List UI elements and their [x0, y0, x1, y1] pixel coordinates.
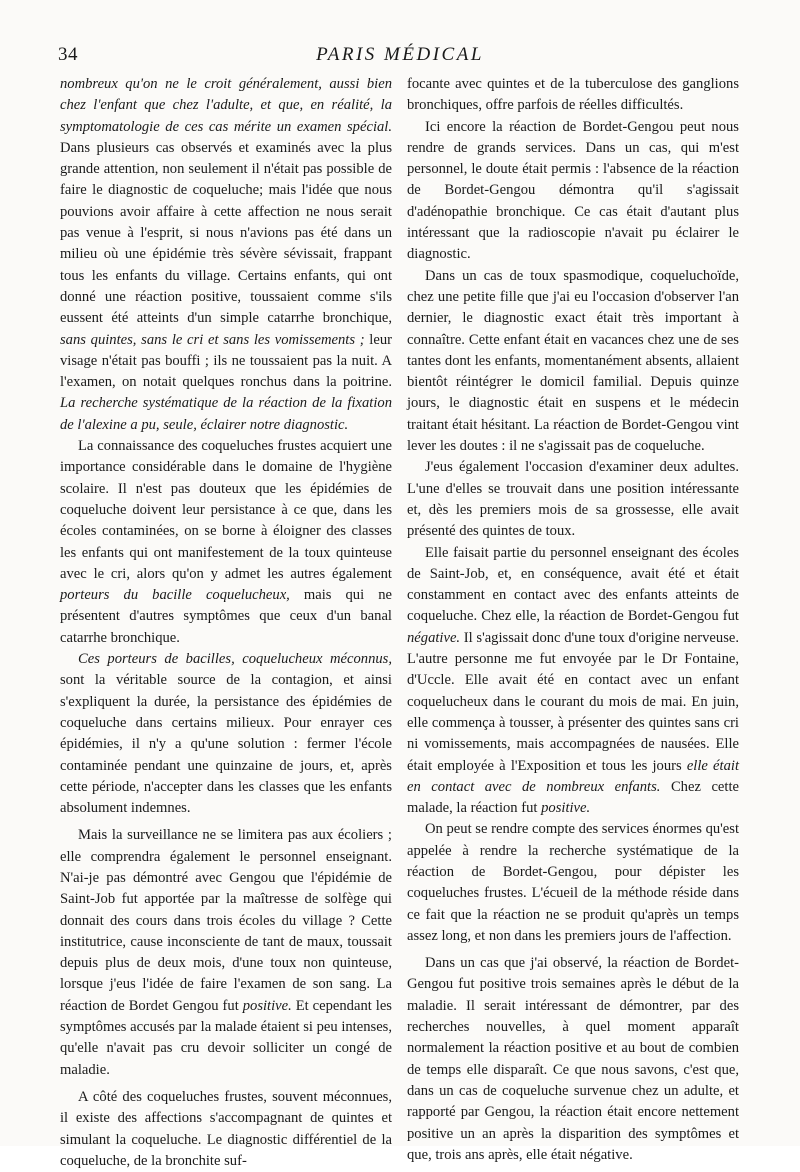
body-text: Et cependant les symptômes accusés par la malade étaient si peu intenses, qu'elle n'avait pas cru devoir solliciter un congé de maladie.: [60, 997, 392, 1078]
paragraph: [407, 953, 739, 1166]
body-text: Mais la surveillance ne se limitera pas aux écoliers ; elle comprendra également le personnel enseignant. N'ai-je pas démontré avec Gengou que l'épidémie de Saint-Job fut apportée par la maîtresse de solfège qui donnait des cours dans trois écoles du village ? Cette institutrice, cause inconsciente de tant de maux, toussait depuis plus de deux mois, d'une toux non quinteuse, lorsque j'eus l'idée de faire l'examen de son sang. La réaction de Bordet Gengou fut: [60, 827, 392, 1014]
body-text: Dans plusieurs cas observés et examinés avec la plus grande attention, non seulement il n'était pas possible de faire le diagnostic de coqueluche; mais l'idée que nous pouvions avoir affaire à cette affection ne nous serait pas venue à l'esprit, si nous n'avions pas été dans un milieu où une épidémie très sévère sévissait, frappant tous les enfants du village. Certains enfants, qui ont donné une réaction positive, toussaient comme s'ils eussent été atteints d'un simple catarrhe bronchique,: [60, 139, 392, 327]
paragraph: [60, 1087, 392, 1172]
paragraph: [60, 825, 392, 1081]
italic-text: nombreux qu'on ne le croit généralement, aussi bien chez l'enfant que chez l'adulte, et que, en réalité, la symptomatologie de ces cas mérite un examen spécial.: [60, 76, 392, 135]
paragraph: [407, 457, 739, 542]
body-text: Dans un cas de toux spasmodique, coqueluchoïde, chez une petite fille que j'ai eu l'occasion d'observer l'an dernier, le diagnostic exact était très important à connaître. Cette enfant était en vacances chez une de ses tantes dont les enfants, momentanément absents, allaient bientôt réintégrer le domicil familial. Depuis quinze jours, le diagnostic était en suspens et le médecin traitant était hésitant. La réaction de Bordet-Gengou vint lever les doutes : il ne s'agissait pas de coqueluche.: [407, 267, 739, 455]
left-column: [60, 74, 392, 1172]
body-text: A côté des coqueluches frustes, souvent méconnues, il existe des affections s'accompagnant de quintes et simulant la coqueluche. Le diagnostic différentiel de la coqueluche, de la bronchite suf-: [60, 1088, 392, 1169]
body-text: Dans un cas que j'ai observé, la réaction de Bordet-Gengou fut positive trois semaines après le début de la maladie. Il serait intéressant de démontrer, par des recherches nouvelles, à quel moment apparaît normalement la réaction positive et au bout de combien de temps elle disparaît. Ce que nous savons, c'est que, dans un cas de coqueluche survenue chez un adulte, et rapporté par Gengou, la réaction était encore nettement positive un an après la disparition des symptômes et que, trois ans après, elle était négative.: [407, 955, 739, 1163]
italic-text: positive.: [541, 800, 591, 817]
page-number: 34: [58, 44, 78, 65]
paragraph: [60, 436, 392, 649]
paragraph: [60, 649, 392, 819]
paragraph: [407, 819, 739, 947]
paragraph: [60, 74, 392, 436]
body-text: mais qui ne présentent d'autres symptômes que ceux d'un banal catarrhe bronchique.: [60, 587, 392, 646]
page-header: [58, 44, 742, 78]
italic-text: porteurs du bacille coquelucheux,: [60, 587, 290, 604]
body-text: Chez cette malade, la réaction fut: [407, 778, 739, 817]
body-text: Elle faisait partie du personnel enseignant des écoles de Saint-Job, et, en conséquence, avait été et était constamment en contact avec des enfants atteints de coqueluche. Chez elle, la réaction de Bordet-Gengou fut: [407, 544, 739, 625]
body-text: leur visage n'était pas bouffi ; ils ne toussaient pas la nuit. A l'examen, on notait quelques ronchus dans la poitrine.: [60, 331, 392, 391]
body-text: Il s'agissait donc d'une toux d'origine nerveuse. L'autre personne me fut envoyée par le Dr Fontaine, d'Uccle. Elle avait été en contact avec un enfant coquelucheux dans le courant du mois de mai. En juin, elle commença à tousser, à présenter des quintes sans cri ni vomissements, mais accompagnées de nausées. Elle était employée à l'Exposition et tous les jours: [407, 629, 739, 774]
italic-text: sans quintes, sans le cri et sans les vomissements ;: [60, 331, 365, 348]
italic-text: positive.: [242, 997, 292, 1014]
italic-text: La recherche systématique de la réaction de la fixation de l'alexine a pu, seule, éclairer notre diagnostic.: [60, 395, 392, 433]
body-text: sont la véritable source de la contagion, et ainsi s'expliquent la durée, la persistance des épidémies de coqueluche dans certains milieux. Pour enrayer ces épidémies, il n'y a qu'une solution : fermer l'école contaminée pendant une quinzaine de jours, et, après cette période, n'accepter dans les classes que les enfants absolument indemnes.: [60, 672, 392, 817]
paragraph: [407, 117, 739, 266]
right-column: [407, 74, 739, 1166]
italic-text: Ces porteurs de bacilles, coquelucheux méconnus,: [78, 651, 392, 668]
body-text: On peut se rendre compte des services énormes qu'est appelée à rendre la recherche systématique de la réaction de Bordet-Gengou, pour dépister les coqueluches frustes. L'écueil de la méthode réside dans ce fait que la réaction ne se produit qu'après un temps assez long, et non dans les premiers jours de l'affection.: [407, 821, 739, 944]
paragraph: [407, 74, 739, 117]
body-text: J'eus également l'occasion d'examiner deux adultes. L'une d'elles se trouvait dans une position intéressante et, dès les premiers mois de sa grossesse, elle avait présenté des quintes de toux.: [407, 459, 739, 540]
body-text: Ici encore la réaction de Bordet-Gengou peut nous rendre de grands services. Dans un cas, qui m'est personnel, le doute était permis : l'absence de la réaction de Bordet-Gengou démontra qu'il s'agissait d'adénopathie bronchique. Ce cas était d'autant plus intéressant que la radioscopie n'avait pu éclairer le diagnostic.: [407, 118, 739, 263]
italic-text: négative.: [407, 629, 461, 646]
paragraph: [407, 266, 739, 458]
body-text: La connaissance des coqueluches frustes acquiert une importance considérable dans le domaine de l'hygiène scolaire. Il n'est pas douteux que les épidémies de coqueluche doivent leur persistance à ce que, dans les écoles contaminées, on se borne à éloigner des classes les enfants qui ont manifestement de la toux quinteuse avec le cri, alors qu'on y admet les autres également: [60, 438, 392, 582]
paragraph: [407, 543, 739, 820]
italic-text: elle était en contact avec de nombreux enfants.: [407, 757, 739, 795]
body-text: focante avec quintes et de la tuberculose des ganglions bronchiques, offre parfois de réelles difficultés.: [407, 76, 739, 114]
journal-title: PARIS MÉDICAL: [316, 44, 484, 65]
